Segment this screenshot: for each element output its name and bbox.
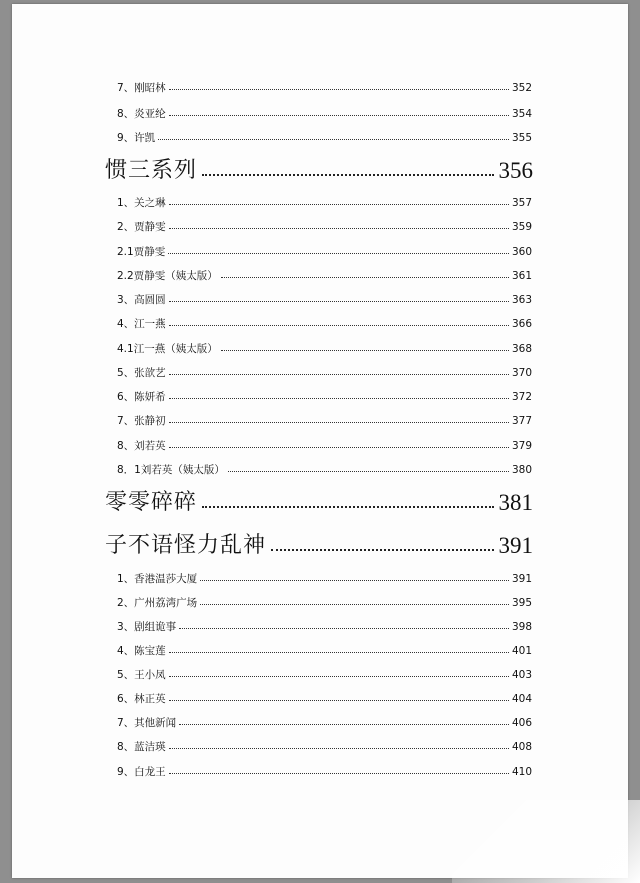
toc-entry[interactable] <box>117 641 532 656</box>
dot-leader <box>169 325 509 326</box>
toc-entry[interactable] <box>117 266 532 281</box>
toc-entry[interactable] <box>117 128 532 143</box>
toc-entry-page: 406 <box>511 716 532 729</box>
toc-entry-label: 4、江一燕 <box>117 317 166 330</box>
toc-entry[interactable] <box>117 242 532 257</box>
toc-entry-page: 366 <box>511 317 532 330</box>
toc-entry-page: 352 <box>511 81 532 94</box>
toc-entry-page: 398 <box>511 620 532 633</box>
toc-entry[interactable] <box>117 665 532 680</box>
toc-entry-page: 379 <box>511 439 532 452</box>
dot-leader <box>169 773 509 774</box>
dot-leader <box>169 700 509 701</box>
toc-entry-page: 408 <box>511 740 532 753</box>
toc-entry-page: 403 <box>511 668 532 681</box>
toc-entry-label: 8、蓝洁瑛 <box>117 740 166 753</box>
toc-chapter-label: 惯三系列 <box>105 158 198 183</box>
dot-leader <box>228 471 509 472</box>
toc-entry-label: 1、关之琳 <box>117 196 166 209</box>
toc-entry-label: 8．1刘若英（姨太版） <box>117 463 225 476</box>
toc-chapter[interactable] <box>105 527 533 557</box>
toc-entry[interactable] <box>117 78 532 93</box>
toc-chapter-label: 零零碎碎 <box>105 490 198 515</box>
dot-leader <box>169 447 509 448</box>
dot-leader <box>169 89 509 90</box>
toc-entry-page: 372 <box>511 390 532 403</box>
toc-entry-label: 6、陈妍希 <box>117 390 166 403</box>
dot-leader <box>202 174 493 176</box>
toc-entry-page: 355 <box>511 131 532 144</box>
toc-entry[interactable] <box>117 339 532 354</box>
dot-leader <box>169 301 509 302</box>
dot-leader <box>221 277 509 278</box>
dot-leader <box>200 604 509 605</box>
toc-entry-page: 401 <box>511 644 532 657</box>
toc-entry-label: 9、许凯 <box>117 131 156 144</box>
toc-entry[interactable] <box>117 762 532 777</box>
toc-entry-label: 5、王小凤 <box>117 668 166 681</box>
toc-entry-page: 395 <box>511 596 532 609</box>
dot-leader <box>179 628 509 629</box>
toc-entry[interactable] <box>117 569 532 584</box>
toc-entry-page: 370 <box>511 366 532 379</box>
toc-entry-page: 410 <box>511 765 532 778</box>
toc-entry-page: 361 <box>511 269 532 282</box>
toc-entry-label: 4、陈宝莲 <box>117 644 166 657</box>
toc-chapter[interactable] <box>105 484 533 514</box>
dot-leader <box>169 398 509 399</box>
dot-leader <box>168 253 509 254</box>
toc-chapter-page: 356 <box>498 158 533 183</box>
toc-entry-label: 3、剧组诡事 <box>117 620 177 633</box>
toc-entry[interactable] <box>117 290 532 305</box>
toc-entry-page: 359 <box>511 220 532 233</box>
toc-entry-label: 2、广州荔湾广场 <box>117 596 198 609</box>
toc-entry-page: 380 <box>511 463 532 476</box>
toc-entry-label: 9、白龙王 <box>117 765 166 778</box>
toc-entry[interactable] <box>117 387 532 402</box>
toc-chapter-page: 381 <box>498 490 533 515</box>
toc-entry-label: 3、高圆圆 <box>117 293 166 306</box>
toc-entry-page: 360 <box>511 245 532 258</box>
toc-entry-label: 2、贾静雯 <box>117 220 166 233</box>
dot-leader <box>169 228 509 229</box>
dot-leader <box>169 748 509 749</box>
toc-entry-page: 354 <box>511 107 532 120</box>
toc-entry[interactable] <box>117 363 532 378</box>
toc-entry-label: 7、张静初 <box>117 414 166 427</box>
toc-chapter-label: 子不语怪力乱神 <box>105 533 267 558</box>
toc-entry-label: 2.2贾静雯（姨太版） <box>117 269 218 282</box>
toc-entry-label: 5、张歆艺 <box>117 366 166 379</box>
toc-chapter[interactable] <box>105 152 533 182</box>
dot-leader <box>169 676 509 677</box>
toc-entry-page: 377 <box>511 414 532 427</box>
dot-leader <box>202 506 493 508</box>
toc-entry[interactable] <box>117 411 532 426</box>
toc-entry[interactable] <box>117 737 532 752</box>
toc-entry-label: 8、刘若英 <box>117 439 166 452</box>
toc-chapter-page: 391 <box>498 533 533 558</box>
toc-entry[interactable] <box>117 104 532 119</box>
toc-entry[interactable] <box>117 314 532 329</box>
dot-leader <box>179 724 509 725</box>
toc-entry[interactable] <box>117 193 532 208</box>
toc-entry-label: 7、刚昭林 <box>117 81 166 94</box>
toc-entry[interactable] <box>117 436 532 451</box>
toc-entry[interactable] <box>117 593 532 608</box>
toc-entry[interactable] <box>117 689 532 704</box>
toc-entry[interactable] <box>117 217 532 232</box>
dot-leader <box>169 204 509 205</box>
toc-entry[interactable] <box>117 713 532 728</box>
toc-entry-label: 4.1江一燕（姨太版） <box>117 342 218 355</box>
toc-entry-page: 368 <box>511 342 532 355</box>
toc-entry-label: 7、其他新闻 <box>117 716 177 729</box>
toc-entry-page: 404 <box>511 692 532 705</box>
toc-entry-page: 391 <box>511 572 532 585</box>
toc-entry-label: 2.1贾静雯 <box>117 245 166 258</box>
dot-leader <box>169 422 509 423</box>
toc-entry-page: 357 <box>511 196 532 209</box>
toc-entry-label: 1、香港温莎大厦 <box>117 572 198 585</box>
dot-leader <box>200 580 509 581</box>
dot-leader <box>169 115 509 116</box>
toc-entry-label: 8、炎亚纶 <box>117 107 166 120</box>
dot-leader <box>271 549 493 551</box>
dot-leader <box>169 652 509 653</box>
toc-entry[interactable] <box>117 617 532 632</box>
toc-entry[interactable] <box>117 460 532 475</box>
dot-leader <box>169 374 509 375</box>
toc-entry-page: 363 <box>511 293 532 306</box>
dot-leader <box>221 350 509 351</box>
dot-leader <box>158 139 509 140</box>
toc-entry-label: 6、林正英 <box>117 692 166 705</box>
